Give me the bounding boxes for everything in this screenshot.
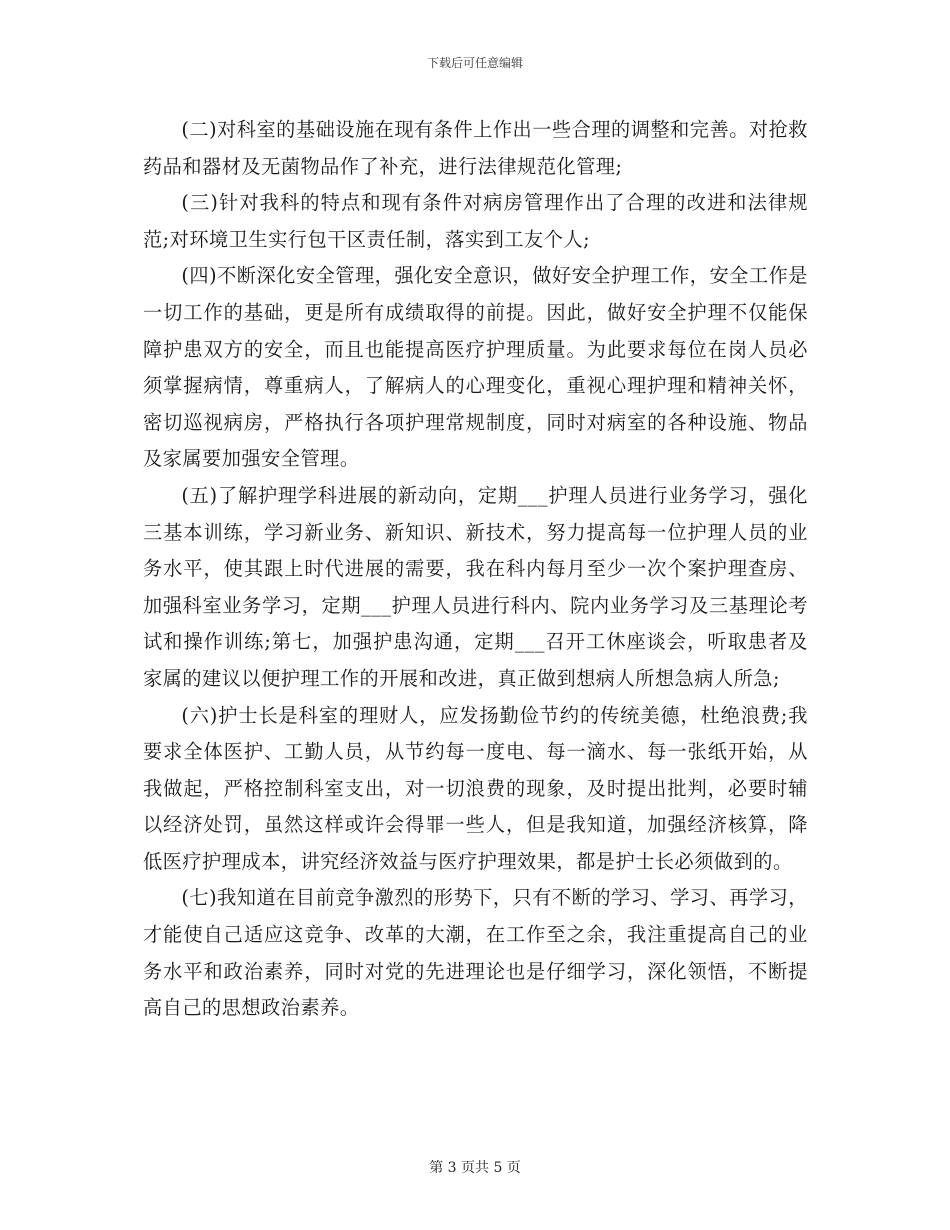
paragraph-3: (三)针对我科的特点和现有条件对病房管理作出了合理的改进和法律规范;对环境卫生实行包干区责任制，落实到工友个人;: [143, 191, 808, 251]
paragraph-2: (二)对科室的基础设施在现有条件上作出一些合理的调整和完善。对抢救药品和器材及无菌物品作了补充，进行法律规范化管理;: [143, 118, 808, 178]
page-number: 第 3 页共 5 页: [429, 1160, 521, 1176]
paragraph-7: (七)我知道在目前竞争激烈的形势下，只有不断的学习、学习、再学习，才能使自己适应这竞争、改革的大潮，在工作至之余，我注重提高自己的业务水平和政治素养，同时对党的先进理论也是仔细学习，深化领悟，不断提高自己的思想政治素养。: [143, 886, 808, 1020]
paragraph-5: (五)了解护理学科进展的新动向，定期___护理人员进行业务学习，强化三基本训练，学习新业务、新知识、新技术，努力提高每一位护理人员的业务水平，使其跟上时代进展的需要，我在科内每月至少一次个案护理查房、加强科室业务学习，定期___护理人员进行科内、院内业务学习及三基理论考试和操作训练;第七，加强护患沟通，定期___召开工休座谈会，听取患者及家属的建议以便护理工作的开展和改进，真正做到想病人所想急病人所急;: [143, 483, 808, 690]
document-body: [143, 112, 808, 1027]
paragraph-4: (四)不断深化安全管理，强化安全意识，做好安全护理工作，安全工作是一切工作的基础，更是所有成绩取得的前提。因此，做好安全护理不仅能保障护患双方的安全，而且也能提高医疗护理质量。为此要求每位在岗人员必须掌握病情，尊重病人，了解病人的心理变化，重视心理护理和精神关怀，密切巡视病房，严格执行各项护理常规制度，同时对病室的各种设施、物品及家属要加强安全管理。: [143, 264, 808, 471]
page-header: 下载后可任意编辑: [426, 56, 523, 70]
paragraph-6: (六)护士长是科室的理财人，应发扬勤俭节约的传统美德，杜绝浪费;我要求全体医护、工勤人员，从节约每一度电、每一滴水、每一张纸开始，从我做起，严格控制科室支出，对一切浪费的现象，及时提出批判，必要时辅以经济处罚，虽然这样或许会得罪一些人，但是我知道，加强经济核算，降低医疗护理成本，讲究经济效益与医疗护理效果，都是护士长必须做到的。: [143, 703, 808, 873]
